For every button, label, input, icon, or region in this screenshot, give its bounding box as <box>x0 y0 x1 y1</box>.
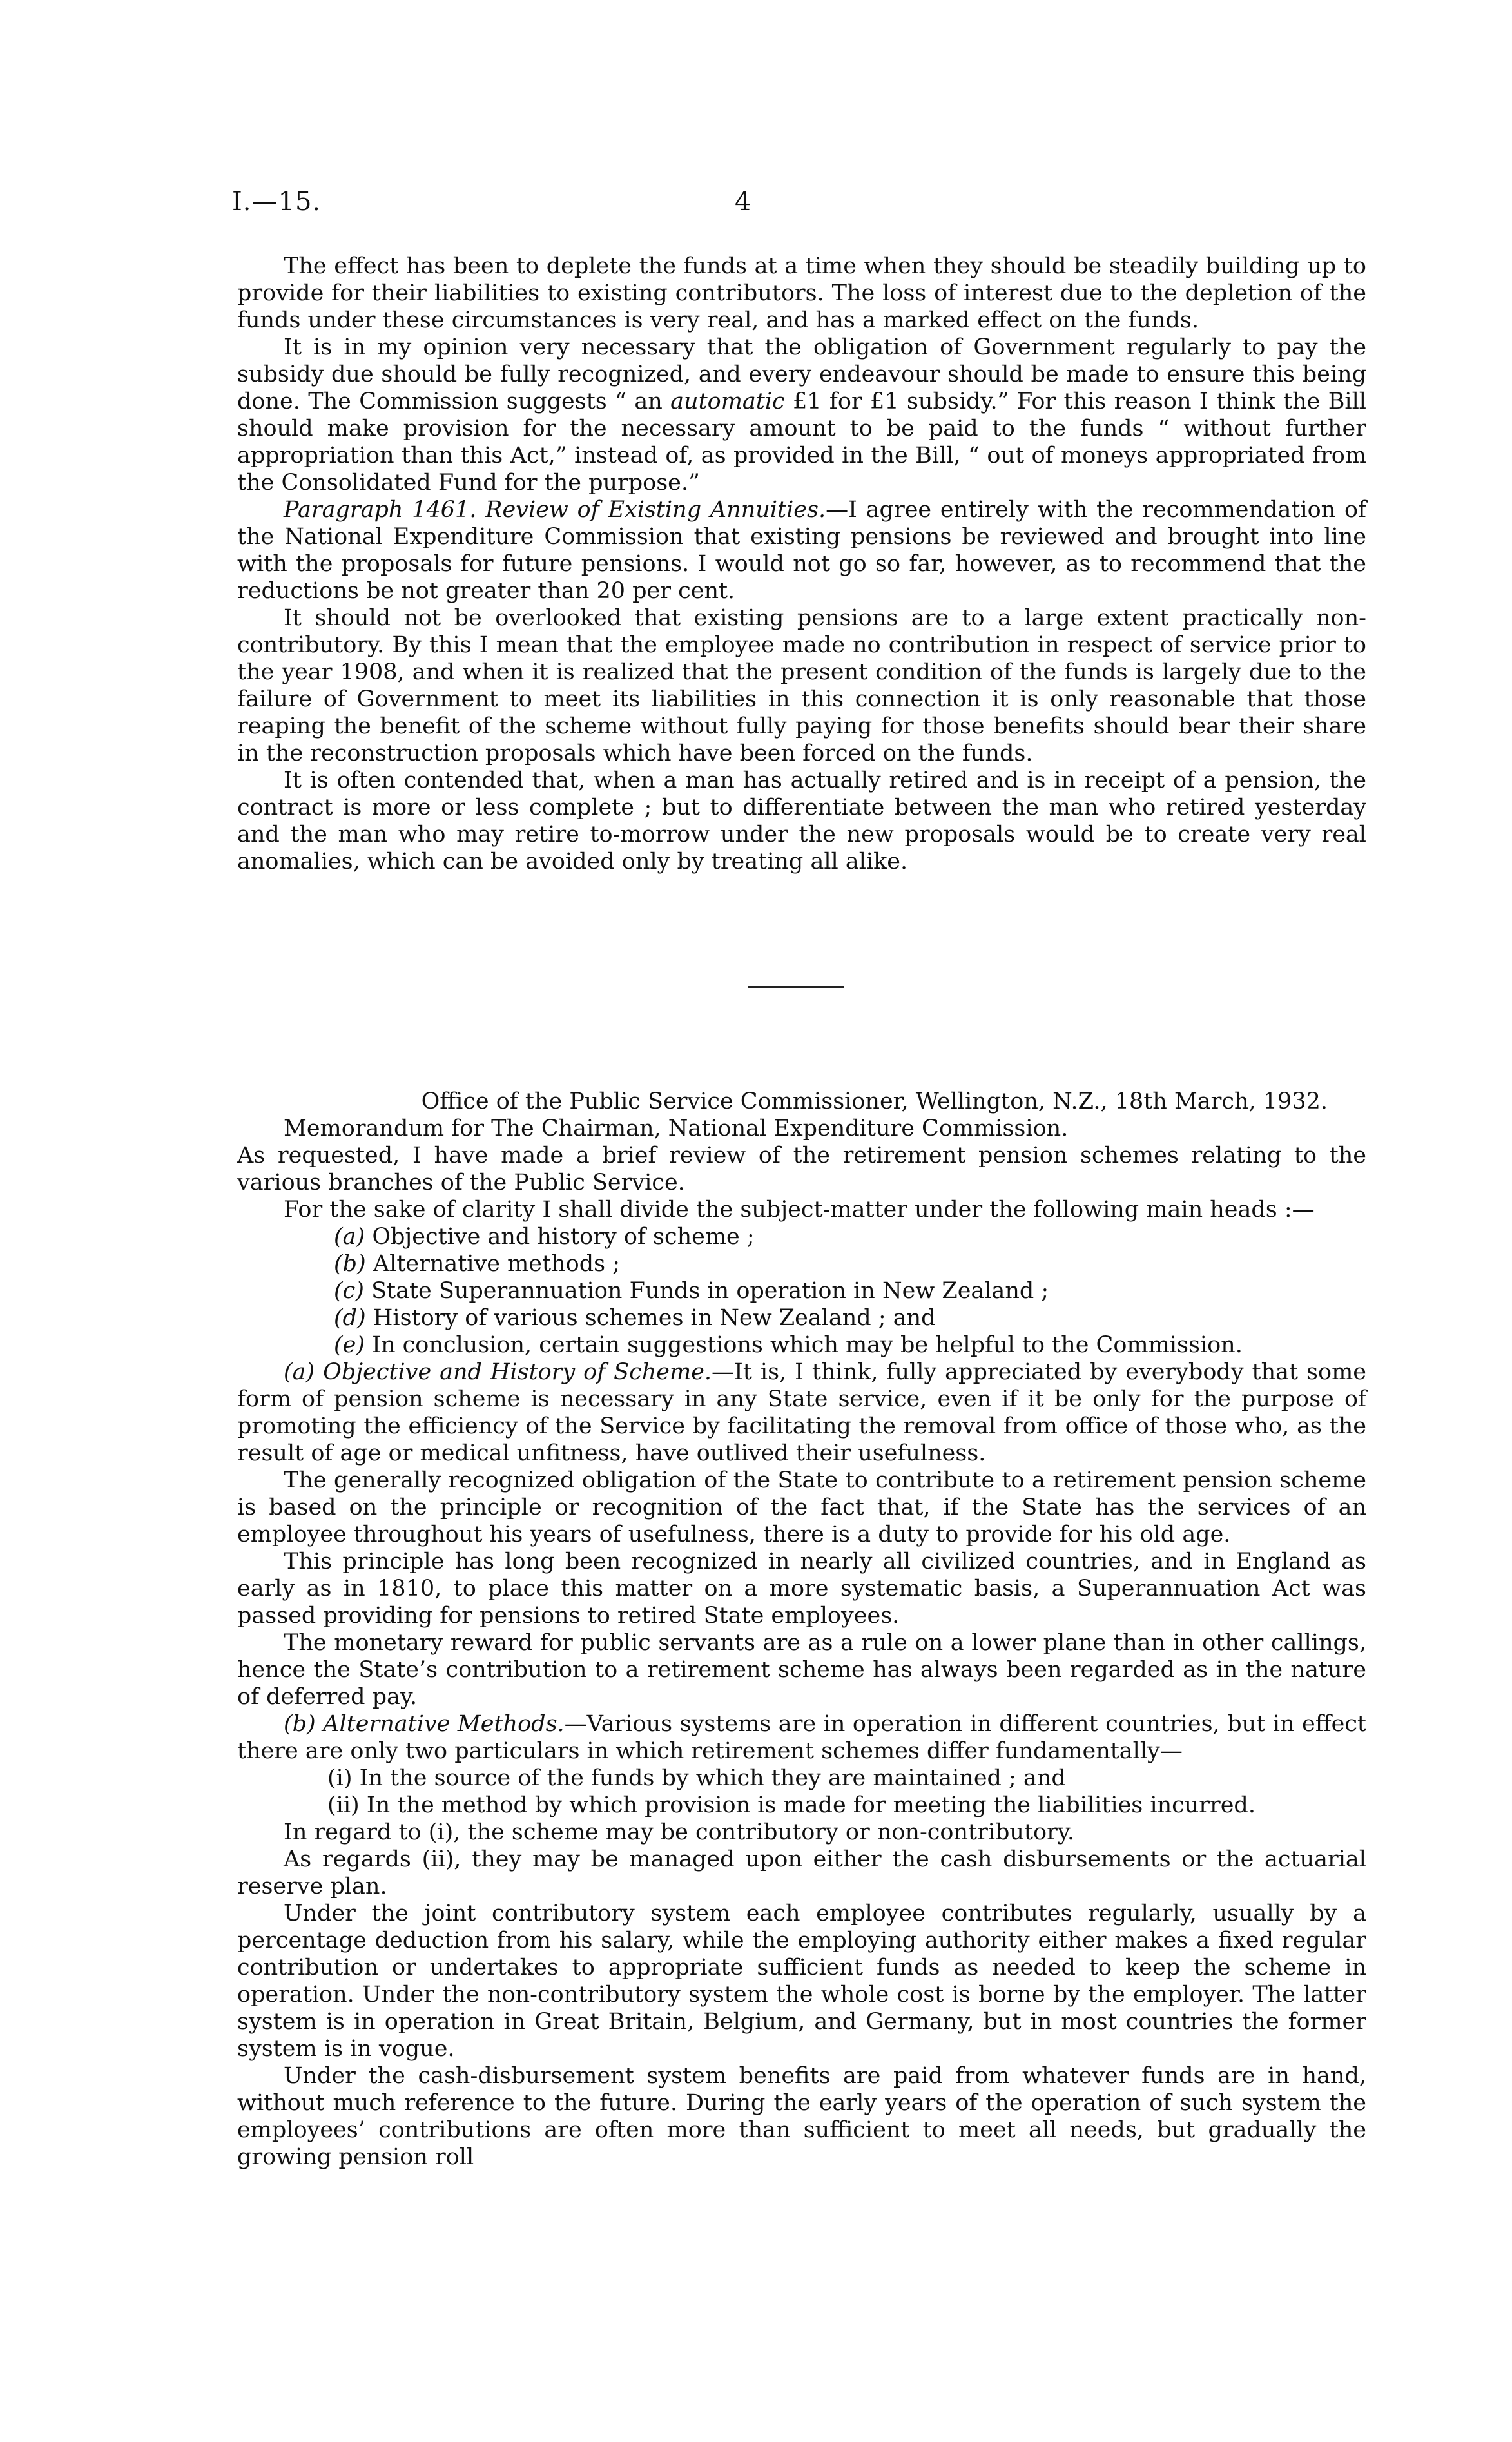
paragraph: It should not be overlooked that existing pensions are to a large extent practically non-contributory. By this I mean that the employee made no contribution in respect of service prior to the year 1908, and when it is realized that the present condition of the funds is largely due to the failure of Government to meet its liabilities in this connection it is only reasonable that those reaping the benefit of the scheme without fully paying for those benefits should bear their share in the reconstruction proposals which have been forced on the funds. <box>237 605 1366 766</box>
section-marker: (b) <box>284 1711 316 1737</box>
paragraph: The effect has been to deplete the funds at a time when they should be steadily building up to provide for their liabilities to existing contributors. The loss of interest due to the depletion of the funds under these circumstances is very real, and has a marked effect on the funds. <box>237 253 1366 333</box>
paragraph: The generally recognized obligation of the State to contribute to a retirement pension scheme is based on the principle or recognition of the fact that, if the State has the services of an employee throughout his years of usefulness, there is a duty to provide for his old age. <box>237 1468 1366 1547</box>
section-memorandum <box>237 1088 1366 2171</box>
page-header <box>232 188 1366 220</box>
list-item <box>237 1765 1366 1792</box>
paragraph: This principle has long been recognized in nearly all civilized countries, and in England as early as in 1810, to place this matter on a more systematic basis, a Superannuation Act was passed providing for pensions to retired State employees. <box>237 1549 1366 1629</box>
paragraph-text: £1 for £1 subsidy.” For this reason I think the Bill should make provision for the necessary amount to be paid to the funds “ without further appropriation than this Act,” instead of, as provided in the Bill, “ out of moneys appropriated from the Consolidated Fund for the purpose.” <box>237 389 1366 496</box>
paragraph: The monetary reward for public servants are as a rule on a lower plane than in other callings, hence the State’s contribution to a retirement scheme has always been regarded as in the nature of deferred pay. <box>237 1630 1366 1710</box>
list-marker: (b) <box>334 1251 366 1277</box>
page-number: 4 <box>735 187 751 217</box>
paragraph-text: —Various systems are in operation in different countries, but in effect there are only two particulars in which retirement schemes differ fundamentally— <box>237 1711 1366 1764</box>
emphasis: automatic <box>670 389 785 414</box>
list-item-text: In the method by which provision is made for meeting the liabilities incurred. <box>366 1792 1255 1818</box>
list-item-text: In the source of the funds by which they are maintained ; and <box>359 1765 1066 1791</box>
list-marker: (d) <box>334 1305 366 1331</box>
list-marker: (a) <box>334 1224 365 1250</box>
particulars-list <box>237 1765 1366 1819</box>
paragraph <box>237 1359 1366 1467</box>
paragraph: Under the cash-disbursement system benefits are paid from whatever funds are in hand, without much reference to the future. During the early years of the operation of such system the employees’ contributions are often more than sufficient to meet all needs, but gradually the growing pension roll <box>237 2063 1366 2170</box>
section-annuities-commentary <box>237 253 1366 875</box>
section-marker: (a) <box>284 1359 315 1385</box>
main-heads-list <box>237 1223 1366 1359</box>
paragraph: As regards (ii), they may be managed upon either the cash disbursements or the actuarial reserve plan. <box>237 1846 1366 1899</box>
paragraph <box>237 1710 1366 1765</box>
paragraph: As requested, I have made a brief review of the retirement pension schemes relating to the various branches of the Public Service. <box>237 1143 1366 1196</box>
paragraph-text: It is in my opinion very necessary that the obligation of Government regularly to pay the subsidy due should be fully recognized, and every endeavour should be made to ensure this being done. The Commission suggests “ an <box>237 334 1366 414</box>
paragraph-heading: Alternative Methods. <box>323 1711 565 1737</box>
paragraph: It is often contended that, when a man has actually retired and is in receipt of a pension, the contract is more or less complete ; but to differentiate between the man who retired yesterday and the man who may retire to-morrow under the new proposals would be to create very real anomalies, which can be avoided only by treating all alike. <box>237 768 1366 875</box>
list-item <box>237 1332 1366 1359</box>
list-marker: (c) <box>334 1278 364 1304</box>
paragraph <box>237 334 1366 496</box>
paragraph-heading: Objective and History of Scheme. <box>323 1359 712 1385</box>
paragraph <box>237 496 1366 605</box>
paragraph-text: —I agree entirely with the recommendation of the National Expenditure Commission that existing pensions be reviewed and brought into line with the proposals for future pensions. I would not go so far, however, as to recommend that the reductions be not greater than 20 per cent. <box>237 497 1366 604</box>
paragraph: For the sake of clarity I shall divide the subject-matter under the following main heads :— <box>284 1197 1315 1223</box>
list-item-text: State Superannuation Funds in operation in New Zealand ; <box>371 1278 1049 1304</box>
memo-heading: Memorandum for The Chairman, National Expenditure Commission. <box>284 1116 1069 1141</box>
dateline: Office of the Public Service Commissioner, Wellington, N.Z., 18th March, 1932. <box>421 1089 1328 1114</box>
list-item <box>237 1792 1366 1819</box>
list-item-text: Objective and history of scheme ; <box>372 1224 755 1250</box>
document-reference: I.—15. <box>232 187 322 217</box>
paragraph-text: —It is, I think, fully appreciated by everybody that some form of pension scheme is necessary in any State service, even if it be only for the purpose of promoting the efficiency of the Service by facilitating the removal from office of those who, as the result of age or medical unfitness, have outlived their usefulness. <box>237 1359 1366 1466</box>
list-item-text: History of various schemes in New Zealand ; and <box>373 1305 936 1331</box>
list-item-text: Alternative methods ; <box>373 1251 620 1277</box>
list-item <box>237 1277 1366 1304</box>
paragraph-heading: Paragraph 1461. Review of Existing Annuities. <box>284 497 826 523</box>
list-item <box>237 1223 1366 1250</box>
list-marker: (i) <box>327 1765 353 1791</box>
list-marker: (ii) <box>327 1792 360 1818</box>
list-marker: (e) <box>334 1332 365 1358</box>
list-item <box>237 1304 1366 1332</box>
list-item-text: In conclusion, certain suggestions which may be helpful to the Commission. <box>372 1332 1243 1358</box>
list-item <box>237 1250 1366 1277</box>
paragraph: In regard to (i), the scheme may be contributory or non-contributory. <box>284 1819 1075 1845</box>
paragraph: Under the joint contributory system each employee contributes regularly, usually by a percentage deduction from his salary, while the employing authority either makes a fixed regular contribution or undertakes to appropriate sufficient funds as needed to keep the scheme in operation. Under the non-contributory system the whole cost is borne by the employer. The latter system is in operation in Great Britain, Belgium, and Germany, but in most countries the former system is in vogue. <box>237 1901 1366 2062</box>
section-divider <box>748 986 844 988</box>
